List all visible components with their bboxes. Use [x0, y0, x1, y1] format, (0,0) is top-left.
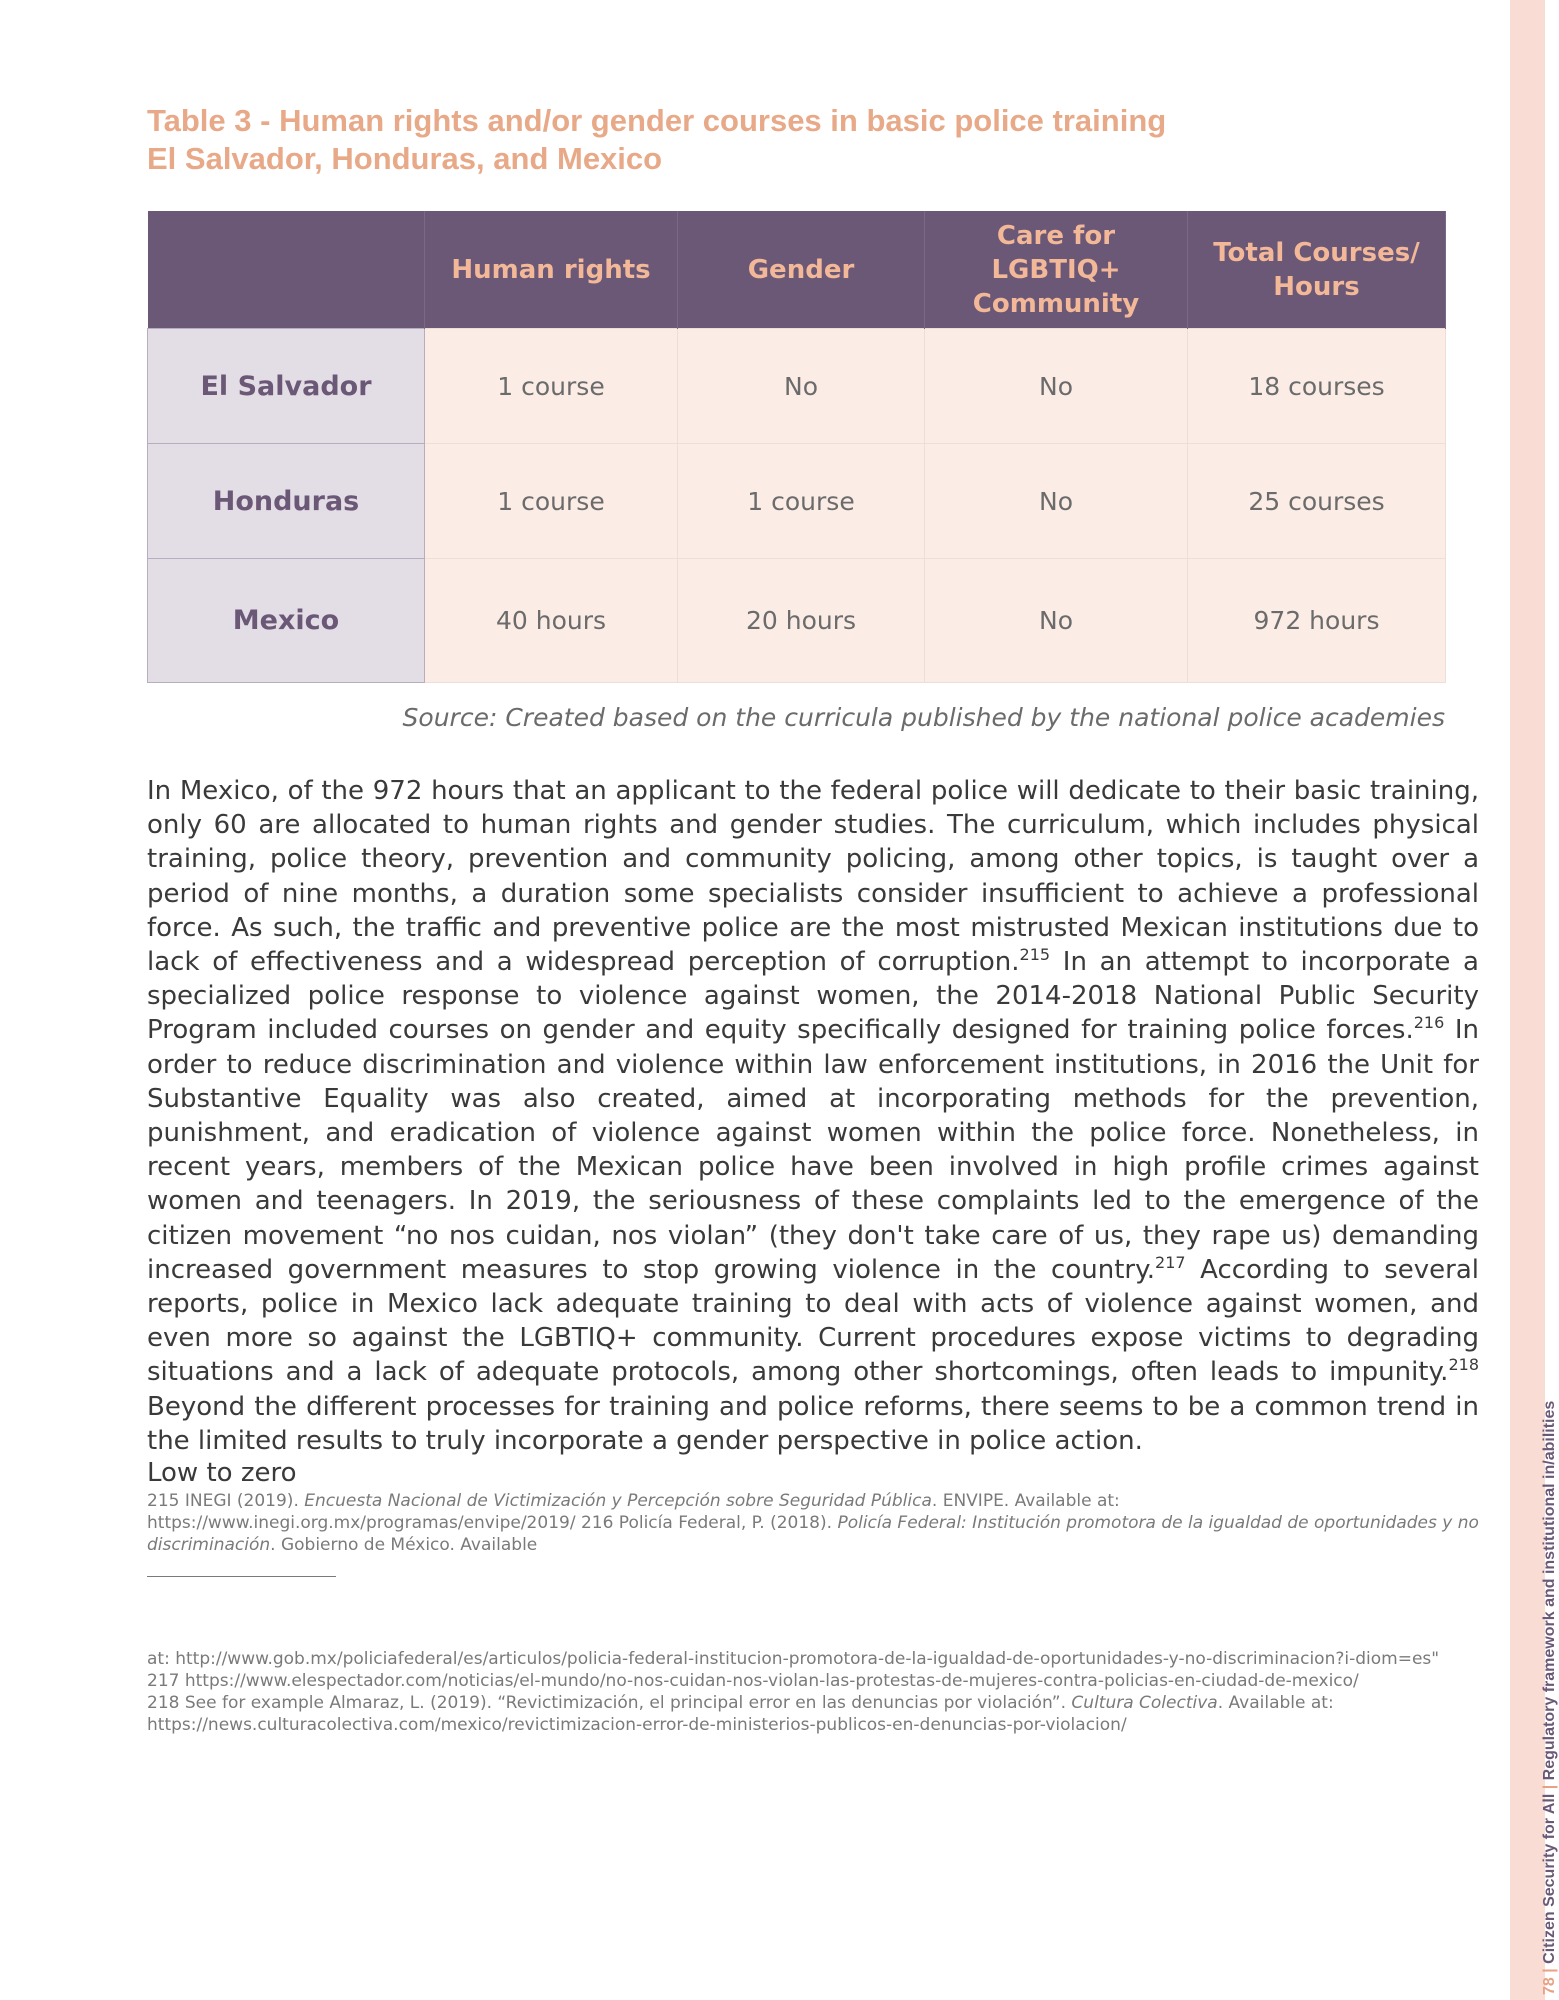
body-text-1: In Mexico, of the 972 hours that an applicant to the federal police will dedicate to their basic training, only 60 are allocated to human rights and gender studies. The curriculum, which includes physical training, police theory, prevention and community policing, among other topics, is taught over a period of nine months, a duration some specialists consider insufficient to achieve a professional force. As such, the traffic and preventive police are the most mistrusted Mexican institutions due to lack of effectiveness and a widespread perception of corruption.	[147, 776, 1479, 978]
footnote-218	[147, 1692, 1479, 1736]
body-text-3: In order to reduce discrimination and violence within law enforcement institutions, in 2016 the Unit for Substantive Equality was also created, aimed at incorporating methods for the prevention, punishment, and eradication of violence against women within the police force. Nonetheless, in recent years, members of the Mexican police have been involved in high profile crimes against women and teenagers. In 2019, the seriousness of these complaints led to the emergence of the citizen movement “no nos cuidan, nos violan” (they don't take care of us, they rape us) demanding increased government measures to stop growing violence in the country.	[147, 1015, 1479, 1285]
table-title-line1: Table 3 - Human rights and/or gender courses in basic police training	[147, 103, 1167, 138]
header-human-rights: Human rights	[425, 211, 678, 329]
footnote-215-title: Encuesta Nacional de Victimización y Percepción sobre Seguridad Pública	[304, 1491, 932, 1511]
table-cell: No	[925, 444, 1188, 559]
separator: |	[1541, 1784, 1558, 1790]
page-number: 78	[1541, 1977, 1558, 1995]
section-title: Citizen Security for All	[1541, 1793, 1558, 1964]
row-country: Honduras	[148, 444, 425, 559]
table-cell: 18 courses	[1188, 329, 1446, 444]
table-row	[148, 329, 1446, 444]
table-cell: 40 hours	[425, 559, 678, 683]
table-source-note: Source: Created based on the curricula published by the national police academies	[402, 703, 1445, 732]
footnote-block-top	[147, 1490, 1479, 1556]
footnote-218-title: Cultura Colectiva	[1071, 1693, 1218, 1713]
footnote-ref[interactable]: 217	[1155, 1252, 1186, 1272]
table-title	[147, 102, 1447, 178]
footnote-divider	[147, 1576, 336, 1577]
footnote-218-rest[interactable]: . Available at: https://news.culturacolectiva.com/mexico/revictimizacion-error-de-ministerios-publicos-en-denuncias-por-violacion/	[147, 1693, 1334, 1735]
row-country: Mexico	[148, 559, 425, 683]
body-tail-text: Low to zero	[147, 1458, 297, 1488]
table-cell: 1 course	[678, 444, 925, 559]
row-country: El Salvador	[148, 329, 425, 444]
body-paragraph	[147, 774, 1479, 1458]
header-lgbtiq-care: Care for LGBTIQ+ Community	[925, 211, 1188, 329]
footnote-ref[interactable]: 218	[1448, 1355, 1479, 1375]
table-row	[148, 559, 1446, 683]
table-cell: 972 hours	[1188, 559, 1446, 683]
table-cell: 1 course	[425, 444, 678, 559]
footnote-ref[interactable]: 216	[1413, 1013, 1445, 1033]
header-total: Total Courses/ Hours	[1188, 211, 1446, 329]
sidebar-strip	[1510, 0, 1545, 2000]
subsection-title: Regulatory framework and institutional in/abilities	[1541, 1400, 1558, 1781]
footnote-215-text: 215 INEGI (2019).	[147, 1491, 305, 1511]
footnote-216-url[interactable]: at: http://www.gob.mx/policiafederal/es/articulos/policia-federal-institucion-promotora-de-la-igualdad-de-oportunidades-y-no-discriminacion?i-diom=es"	[147, 1649, 1440, 1669]
body-text-4: According to several reports, police in Mexico lack adequate training to deal with acts of violence against women, and even more so against the LGBTIQ+ community. Current procedures expose victims to degrading situations and a lack of adequate protocols, among other shortcomings, often leads to impunity.	[147, 1254, 1480, 1388]
footnote-block-bottom	[147, 1648, 1479, 1736]
body-text-5: Beyond the different processes for training and police reforms, there seems to be a common trend in the limited results to truly incorporate a gender perspective in police action.	[147, 1391, 1479, 1456]
table-row	[148, 444, 1446, 559]
table-cell: 20 hours	[678, 559, 925, 683]
footnote-217[interactable]: 217 https://www.elespectador.com/noticias/el-mundo/no-nos-cuidan-nos-violan-las-protestas-de-mujeres-contra-policias-en-ciudad-de-mexico/	[147, 1671, 1359, 1691]
separator: |	[1541, 1968, 1558, 1973]
header-gender: Gender	[678, 211, 925, 329]
footnote-216-rest: . Gobierno de México. Available	[270, 1535, 538, 1555]
table-cell: 25 courses	[1188, 444, 1446, 559]
running-footer	[1541, 1401, 1559, 1995]
table-header-row	[148, 211, 1446, 329]
table-cell: No	[925, 559, 1188, 683]
courses-table	[147, 211, 1446, 683]
header-corner	[148, 211, 425, 329]
table-cell: No	[925, 329, 1188, 444]
footnote-ref[interactable]: 215	[1019, 945, 1051, 965]
table-cell: No	[678, 329, 925, 444]
footnote-216-title: Policía Federal: Institución promotora de la igualdad de oportunidades y no discriminación	[147, 1513, 1479, 1555]
table-cell: 1 course	[425, 329, 678, 444]
footnote-215-rest: . ENVIPE. Available at: https://www.inegi.org.mx/programas/envipe/2019/ 216 Policía Federal, P. (2018).	[147, 1491, 1120, 1533]
table-title-line2: El Salvador, Honduras, and Mexico	[147, 141, 663, 176]
footnote-218-text: 218 See for example Almaraz, L. (2019). “Revictimización, el principal error en las denuncias por violación”.	[147, 1693, 1072, 1713]
body-text-2: In an attempt to incorporate a specialized police response to violence against women, the 2014-2018 National Public Security Program included courses on gender and equity specifically designed for training police forces.	[147, 947, 1479, 1046]
